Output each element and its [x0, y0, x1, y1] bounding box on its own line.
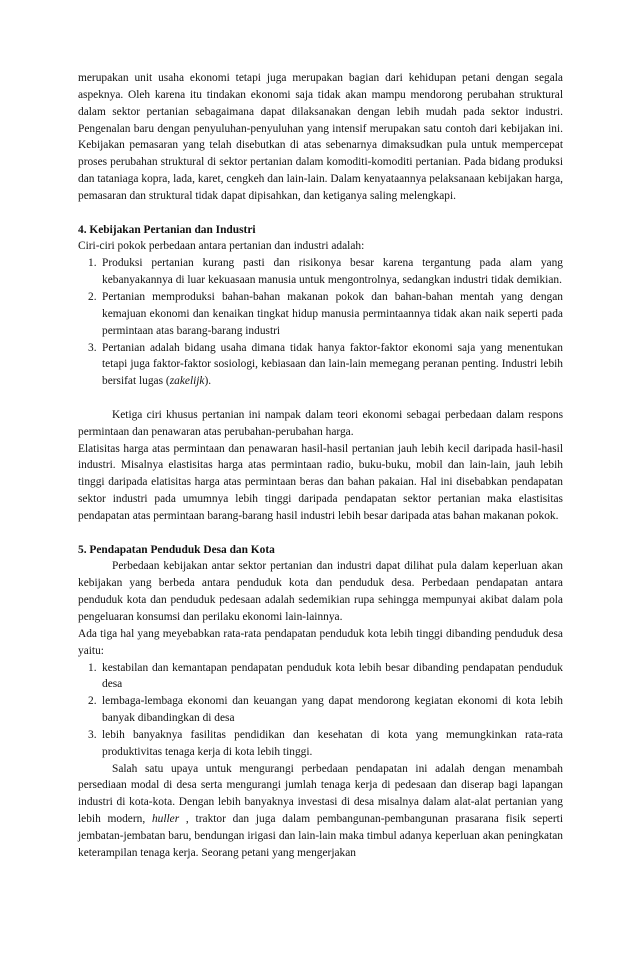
list-item [78, 660, 563, 694]
list-item-text [102, 340, 563, 391]
list-item-text: Produksi pertanian kurang pasti dan risikonya besar karena tergantung pada alam yang kebanyakannya di luar kekuasaan manusia untuk mengontrolnya, sedangkan industri tidak demikian. [102, 257, 563, 287]
list-item [78, 255, 563, 289]
list-item-text: kestabilan dan kemantapan pendapatan penduduk kota lebih besar dibanding pendapatan penduduk desa [102, 661, 563, 691]
section-4-lead: Ciri-ciri pokok perbedaan antara pertanian dan industri adalah: [78, 240, 365, 253]
list-item [78, 340, 563, 391]
paragraph-text-part: , traktor dan juga dalam pembangunan-pembangunan prasarana fisik seperti jembatan-jembatan baru, bendungan irigasi dan lain-lain maka timbul adanya keperluan akan peningkatan keterampilan tenaga kerja. Seorang petani yang mengerjakan [78, 813, 563, 859]
list-item [78, 693, 563, 727]
list-item-text-part: Pertanian adalah bidang usaha dimana tidak hanya faktor-faktor ekonomi saja yang menentukan tetapi juga faktor-faktor sosiologi, kebiasaan dan lain-lain memegang peranan penting. Industri lebih bersifat lugas ( [102, 341, 563, 388]
list-item-number: 2. [88, 290, 97, 303]
list-item-text: Pertanian memproduksi bahan-bahan makanan pokok dan bahan-bahan mentah yang dengan kemajuan ekonomi dan kenaikan tingkat hidup manusia permintaannya tidak akan naik seperti pada permintaan atas barang-barang industri [102, 290, 563, 337]
section-5-paragraph-3 [78, 761, 563, 862]
document-page [78, 70, 563, 862]
list-item-number: 1. [88, 661, 97, 674]
intro-paragraph: merupakan unit usaha ekonomi tetapi juga merupakan bagian dari kehidupan petani dengan segala aspeknya. Oleh karena itu tindakan ekonomi saja tidak akan mampu mendorong perubahan struktural dalam sektor pertanian sebagaimana dapat dilaksanakan dengan lebih mudah pada sektor industri. Pengenalan baru dengan penyuluhan-penyuluhan yang intensif merupakan satu contoh dari kebijakan ini. Kebijakan pemasaran yang telah disebutkan di atas sebenarnya dimaksudkan pula untuk mempercepat proses perubahan struktural di sektor pertanian dalam komoditi-komoditi pertanian. Pada bidang produksi dan tataniaga kopra, lada, karet, cengkeh dan lain-lain. Dalam kenyataannya pelaksanaan kebijakan harga, pemasaran dan struktural tidak dapat dipisahkan, dan ketiganya saling melengkapi. [78, 72, 563, 202]
list-item-number: 2. [88, 695, 97, 708]
spacer [78, 525, 563, 542]
italic-term: huller [151, 813, 180, 826]
section-5-paragraph-1: Perbedaan kebijakan antar sektor pertanian dan industri dapat dilihat pula dalam keperluan akan kebijakan yang berbeda antara penduduk kota dan penduduk desa. Perbedaan pendapatan antara penduduk kota dan penduduk pedesaan adalah sedemikian rupa sehingga mempunyai akibat dalam pola pengeluaran konsumsi dan perilaku ekonomi lain-lainnya. [78, 560, 563, 623]
paragraph-text-part: Salah satu upaya untuk mengurangi perbedaan pendapatan ini adalah dengan menambah persediaan modal di desa serta mengurangi jumlah tenaga kerja di pedesaan dan diserap bagi lapangan industri di kota-kota. Dengan lebih banyaknya investasi di desa misalnya dalam alat-alat pertanian yang lebih modern, [78, 762, 563, 826]
section-4-paragraph-2: Elatisitas harga atas permintaan dan penawaran hasil-hasil pertanian jauh lebih kecil daripada hasil-hasil industri. Misalnya elastisitas harga atas permintaan radio, buku-buku, mobil dan lain-lain, jauh lebih tinggi daripada elatisitas harga atas permintaan beras dan bahan pakaian. Hal ini disebabkan pendapatan sektor industri pada umumnya lebih tinggi daripada pendapatan sektor pertanian maka elastisitas pendapatan atas permintaan barang-barang hasil industri lebih besar daripada atas bahan makanan pokok. [78, 442, 563, 522]
section-4-paragraph-1: Ketiga ciri khusus pertanian ini nampak dalam teori ekonomi sebagai perbedaan dalam respons permintaan dan penawaran atas perubahan-perubahan harga. [78, 408, 563, 438]
list-item-number: 3. [88, 341, 97, 354]
list-item-number: 3. [88, 728, 97, 741]
list-item-number: 1. [88, 257, 97, 270]
section-5-heading: 5. Pendapatan Penduduk Desa dan Kota [78, 543, 275, 556]
list-item [78, 727, 563, 761]
spacer [78, 390, 563, 407]
spacer [78, 205, 563, 222]
section-5-list [78, 660, 563, 761]
section-4-list [78, 255, 563, 390]
section-4-heading: 4. Kebijakan Pertanian dan Industri [78, 223, 256, 236]
list-item-text-part: ). [204, 375, 212, 388]
section-5-paragraph-2: Ada tiga hal yang meyebabkan rata-rata pendapatan penduduk kota lebih tinggi dibanding penduduk desa yaitu: [78, 627, 563, 657]
italic-term: zakelijk [169, 375, 205, 388]
list-item [78, 289, 563, 340]
list-item-text: lebih banyaknya fasilitas pendidikan dan kesehatan di kota yang memungkinkan rata-rata produktivitas tenaga kerja di kota lebih tinggi. [102, 728, 563, 758]
list-item-text: lembaga-lembaga ekonomi dan keuangan yang dapat mendorong kegiatan ekonomi di kota lebih banyak dibandingkan di desa [102, 695, 563, 725]
